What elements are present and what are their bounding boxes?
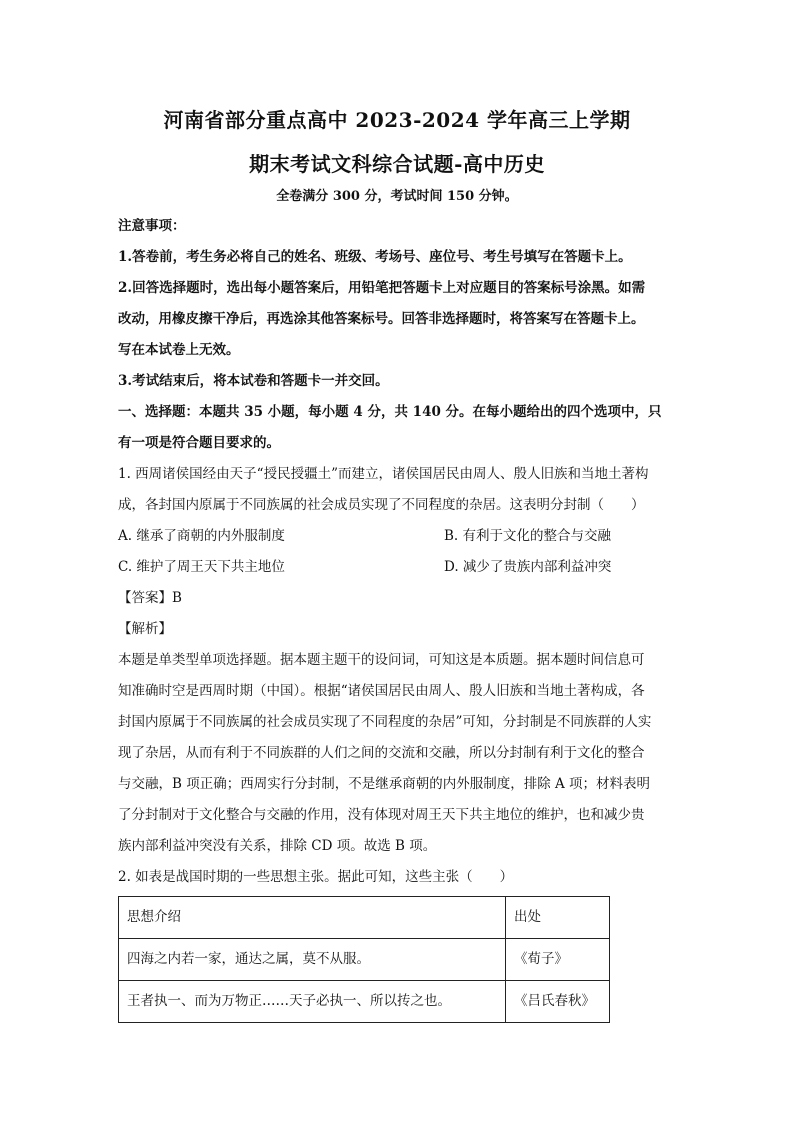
document-body [118, 211, 678, 1023]
notice-item-2-line2: 改动，用橡皮擦干净后，再选涂其他答案标号。回答非选择题时，将答案写在答题卡上。 [118, 311, 645, 327]
question-2-stem: 2. 如表是战国时期的一些思想主张。据此可知，这些主张（ ） [118, 869, 514, 885]
option-b: B. 有利于文化的整合与交融 [444, 528, 612, 544]
analysis-line: 知准确时空是西周时期（中国）。根据“诸侯国居民由周人、殷人旧族和当地土著构成，各 [118, 683, 645, 699]
question-1-stem-line1: 1. 西周诸侯国经由天子“授民授疆土”而建立，诸侯国居民由周人、殷人旧族和当地土著构 [118, 466, 649, 482]
table-cell: 《吕氏春秋》 [506, 981, 610, 1023]
notice-item-2-line1: 2.回答选择题时，选出每小题答案后，用铅笔把答题卡上对应题目的答案标号涂黑。如需 [118, 280, 646, 296]
table-cell: 《荀子》 [506, 939, 610, 981]
table-cell: 王者执一、而为万物正……天子必执一、所以抟之也。 [119, 981, 506, 1023]
table-cell: 四海之内若一家，通达之属，莫不从服。 [119, 939, 506, 981]
notice-item-1: 1.答卷前，考生务必将自己的姓名、班级、考场号、座位号、考生号填写在答题卡上。 [118, 249, 632, 265]
table-header-cell: 出处 [506, 897, 610, 939]
option-c: C. 维护了周王天下共主地位 [118, 559, 285, 575]
table-header-cell: 思想介绍 [119, 897, 506, 939]
analysis-line: 封国内原属于不同族属的社会成员实现了不同程度的杂居”可知，分封制是不同族群的人实 [118, 714, 652, 730]
source-table [118, 896, 610, 1023]
table-row [119, 939, 610, 981]
question-1-options [118, 521, 678, 583]
section-heading-line1: 一、选择题：本题共 35 小题，每小题 4 分，共 140 分。在每小题给出的四个选项中，只 [118, 404, 662, 420]
question-1-stem-line2: 成，各封国内原属于不同族属的社会成员实现了不同程度的杂居。这表明分封制（ ） [118, 497, 645, 513]
analysis-line: 了分封制对于文化整合与交融的作用，没有体现对周王天下共主地位的维护，也和减少贵 [118, 807, 645, 823]
option-d: D. 减少了贵族内部利益冲突 [444, 559, 612, 575]
document-title-line1: 河南省部分重点高中 2023-2024 学年高三上学期 [163, 108, 631, 132]
question-1-analysis-heading: 【解析】 [118, 621, 172, 637]
table-header-row [119, 897, 610, 939]
section-heading-line2: 有一项是符合题目要求的。 [118, 435, 280, 451]
notice-item-2-line3: 写在本试卷上无效。 [118, 342, 240, 358]
table-row [119, 981, 610, 1023]
question-1-answer: 【答案】B [118, 590, 182, 606]
notice-heading: 注意事项： [118, 218, 186, 234]
analysis-line: 现了杂居，从而有利于不同族群的人们之间的交流和交融，所以分封制有利于文化的整合 [118, 745, 645, 761]
notice-item-3: 3.考试结束后，将本试卷和答题卡一并交回。 [118, 373, 389, 389]
option-a: A. 继承了商朝的内外服制度 [118, 528, 285, 544]
analysis-line: 族内部利益冲突没有关系，排除 CD 项。故选 B 项。 [118, 838, 437, 854]
document-title-line2: 期末考试文科综合试题-高中历史 [249, 152, 545, 176]
exam-info: 全卷满分 300 分，考试时间 150 分钟。 [276, 189, 518, 204]
analysis-line: 本题是单类型单项选择题。据本题主题干的设问词，可知这是本质题。据本题时间信息可 [118, 652, 645, 668]
analysis-line: 与交融，B 项正确；西周实行分封制，不是继承商朝的内外服制度，排除 A 项；材料表明 [118, 776, 651, 792]
